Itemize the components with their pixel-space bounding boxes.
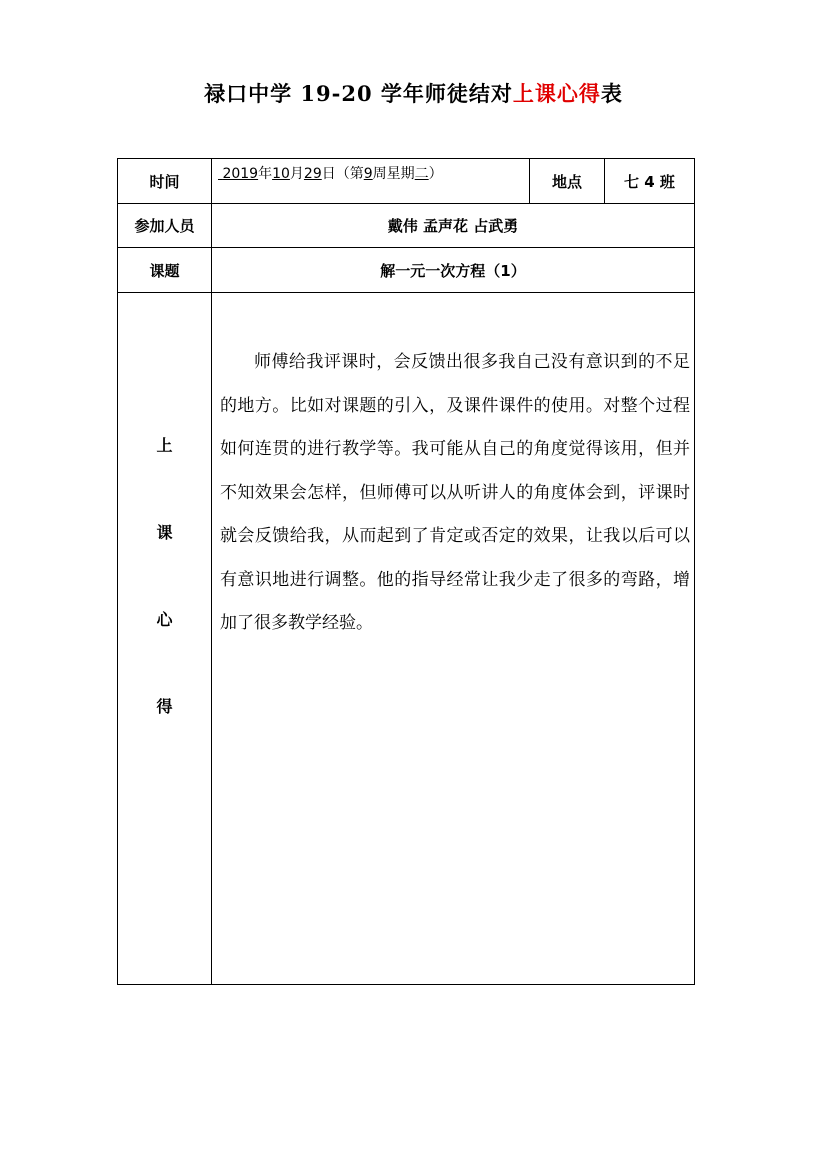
reflection-cell — [212, 293, 695, 985]
record-table — [117, 158, 695, 985]
side-char: 课 — [156, 523, 173, 542]
date-close: ） — [428, 166, 443, 182]
date-year-suffix: 年 — [258, 166, 273, 182]
reflection-row — [118, 293, 695, 985]
location-value: 七 4 班 — [605, 159, 695, 204]
title-highlight: 上课心得 — [512, 81, 601, 106]
topic-value: 解一元一次方程（1） — [212, 248, 695, 293]
participants-label: 参加人员 — [118, 204, 212, 248]
title-prefix: 禄口中学 19-20 学年师徒结对 — [204, 81, 513, 106]
reflection-text: 师傅给我评课时，会反馈出很多我自己没有意识到的不足的地方。比如对课题的引入，及课件课件的使用。对整个过程如何连贯的进行教学等。我可能从自己的角度觉得该用，但并不知效果会怎样，但师傅可以从听讲人的角度体会到，评课时就会反馈给我，从而起到了肯定或否定的效果，让我以后可以有意识地进行调整。他的指导经常让我少走了很多的弯路，增加了很多教学经验。 — [220, 352, 690, 633]
date-month: 10 — [272, 166, 290, 182]
reflection-side-label — [118, 293, 212, 985]
time-row — [118, 159, 695, 204]
date-weekday: 二 — [414, 166, 429, 182]
date-day: 29 — [303, 166, 322, 182]
title-suffix: 表 — [600, 81, 623, 106]
side-char: 心 — [156, 610, 173, 629]
topic-label: 课题 — [118, 248, 212, 293]
date-line — [218, 163, 443, 183]
participants-row — [118, 204, 695, 248]
date-week: 9 — [363, 166, 373, 182]
date-year: 2019 — [222, 166, 259, 182]
participants-value: 戴伟 孟声花 占武勇 — [212, 204, 695, 248]
date-month-suffix: 月 — [289, 166, 304, 182]
date-week-suffix: 周星期 — [372, 166, 415, 182]
page-title — [0, 78, 827, 108]
topic-row — [118, 248, 695, 293]
side-char: 得 — [156, 697, 173, 716]
side-char: 上 — [156, 436, 173, 455]
time-label: 时间 — [118, 159, 212, 204]
date-day-suffix: 日（第 — [321, 166, 364, 182]
location-label: 地点 — [530, 159, 605, 204]
date-cell — [212, 159, 530, 204]
